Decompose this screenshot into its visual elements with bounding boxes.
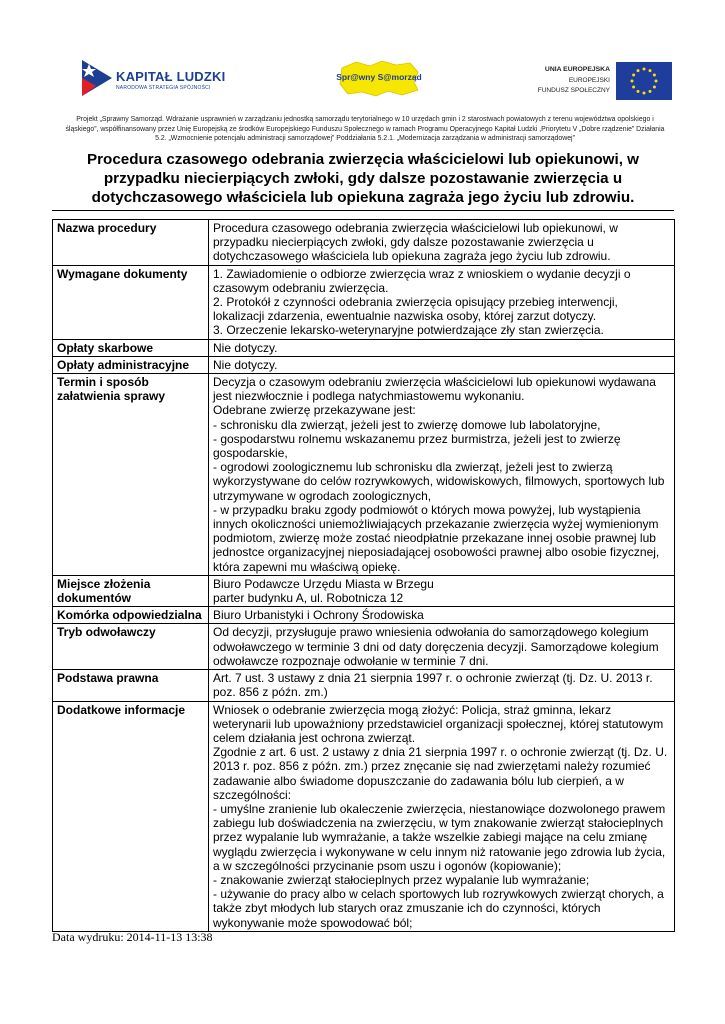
eu-line3: FUNDUSZ SPOŁECZNY (537, 87, 610, 94)
eu-line2: EUROPEJSKI (568, 77, 610, 84)
procedure-table (52, 219, 675, 932)
row-value-line: 3. Orzeczenie lekarsko-weterynaryjne potwierdzające zły stan zwierzęcia. (213, 323, 604, 338)
row-value-line: 2. Protokół z czynności odebrania zwierzęcia opisujący przebieg interwencji, lokalizacji zdarzenia, ewentualnie nazwiska osoby, której zarzut dotyczy. (213, 295, 618, 324)
table-row (53, 220, 675, 266)
row-value-line: Art. 7 ust. 3 ustawy z dnia 21 sierpnia 1997 r. o ochronie zwierząt (tj. Dz. U. 2013 r. poz. 856 z późn. zm.) (213, 671, 653, 700)
row-value (209, 624, 675, 670)
row-value (209, 265, 675, 339)
row-value-line: - schronisku dla zwierząt, jeżeli jest to zwierzę domowe lub labolatoryjne, (213, 417, 601, 432)
table-row (53, 339, 675, 356)
row-label: Opłaty skarbowe (53, 339, 209, 356)
table-row (53, 374, 675, 576)
row-value (209, 356, 675, 373)
row-value (209, 575, 675, 606)
row-label: Podstawa prawna (53, 670, 209, 701)
row-value-line: - znakowanie zwierząt stałocieplnych przez wypalanie lub wymrażanie; (213, 872, 590, 887)
row-value-line: - w przypadku braku zgody podmiowót o których mowa powyżej, lub wystąpienia innych okoliczności uniemożliwiających przekazanie zwierzęcia wyżej wymienionym podmiotom, zwierzę może zostać nieodpłatnie przekazane innej osobie prawnej lub jednostce organizacyjnej nieposiadającej osobowości prawnej albo osobie fizycznej, która zapewni mu właściwą opiekę. (213, 502, 660, 574)
row-value-line: Procedura czasowego odebrania zwierzęcia właścicielowi lub opiekunowi, w przypadku niecierpiących zwłoki, gdy dalsze pozostawanie zwierzęcia u dotychczasowego właściciela lub opiekuna zagraża jego życiu lub zdrowiu. (213, 221, 618, 264)
table-row (53, 575, 675, 606)
row-label: Opłaty administracyjne (53, 356, 209, 373)
kapital-ludzki-emblem-icon (78, 56, 114, 100)
sprawny-samorzad-text: Spr@wny S@morząd (336, 72, 422, 82)
row-value-line: 1. Zawiadomienie o odbiorze zwierzęcia wraz z wnioskiem o wydanie decyzji o czasowym odebraniu zwierzęcia. (213, 266, 631, 295)
page-title: Procedura czasowego odebrania zwierzęcia właścicielowi lub opiekunowi, w przypadku niecierpiących zwłoki, gdy dalsze pozostawanie zwierzęcia u dotychczasowego właściciela lub opiekuna zagraża jego życiu lub zdrowiu. (87, 151, 639, 206)
print-date: Data wydruku: 2014-11-13 13:38 (52, 930, 213, 944)
row-label: Termin i sposób załatwienia sprawy (53, 374, 209, 576)
row-value-line: Nie dotyczy. (213, 340, 278, 355)
kapital-ludzki-subtitle: NARODOWA STRATEGIA SPÓJNOŚCI (116, 85, 211, 91)
row-value (209, 339, 675, 356)
row-value (209, 670, 675, 701)
row-value-line: Od decyzji, przysługuje prawo wniesienia odwołania do samorządowego kolegium odwoławczego w terminie 3 dni od daty doręczenia decyzji. Samorządowe kolegium odwoławcze rozpoznaje odwołanie w terminie 7 dni. (213, 625, 659, 668)
row-value-line: Decyzja o czasowym odebraniu zwierzęcia właścicielowi lub opiekunowi wydawana jest niezwłocznie i podlega natychmiastowemu wykonaniu. (213, 375, 656, 404)
table-row (53, 701, 675, 931)
row-value-line: Wniosek o odebranie zwierzęcia mogą złożyć: Policja, straż gminna, lekarz weterynarii lub upoważniony przedstawiciel organizacji społecznej, której statutowym celem działania jest ochrona zwierząt. (213, 702, 664, 745)
row-label: Miejsce złożenia dokumentów (53, 575, 209, 606)
row-label: Wymagane dokumenty (53, 265, 209, 339)
row-value-line: Nie dotyczy. (213, 357, 278, 372)
row-label: Nazwa procedury (53, 220, 209, 266)
row-value-line: Biuro Podawcze Urzędu Miasta w Brzegu (213, 576, 434, 591)
kapital-ludzki-logo (78, 56, 226, 100)
row-label: Dodatkowe informacje (53, 701, 209, 931)
eu-flag-icon (616, 62, 672, 100)
kapital-ludzki-title: KAPITAŁ LUDZKI (116, 69, 226, 84)
row-value-line: Odebrane zwierzę przekazywane jest: (213, 403, 416, 418)
row-value (209, 374, 675, 576)
table-row (53, 265, 675, 339)
sprawny-samorzad-logo (336, 58, 422, 98)
project-note: Projekt „Sprawny Samorząd. Wdrażanie usprawnień w zarządzaniu jednostką samorządu terytorialnego w 10 urzędach gmin i 2 starostwach powiatowych z terenu województwa opolskiego i śląskiego”, współfinansowany przez Unię Europejską ze środków Europejskiego Funduszu Społecznego w ramach Programu Operacyjnego Kapitał Ludzki ,Priorytetu V „Dobre rządzenie” Działania 5.2. „Wzmocnienie potencjału administracji samorządowej” Poddziałania 5.2.1. „Modernizacja zarządzania w administracji samorządowej” (65, 116, 665, 143)
row-label: Tryb odwoławczy (53, 624, 209, 670)
row-label: Komórka odpowiedzialna (53, 607, 209, 624)
row-value (209, 701, 675, 931)
row-value-line: - gospodarstwu rolnemu wskazanemu przez burmistrza, jeżeli jest to zwierzę gospodarskie, (213, 431, 621, 461)
table-row (53, 607, 675, 624)
eu-line1: UNIA EUROPEJSKA (544, 66, 610, 73)
row-value-line: Zgodnie z art. 6 ust. 2 ustawy z dnia 21 sierpnia 1997 r. o ochronie zwierząt (tj. Dz. U. 2013 r. poz. 856 z późn. zm.) przez znęcanie się nad zwierzętami należy rozumieć zadawanie albo świadome dopuszczanie do zadawania bólu lub cierpień, a w szczególności: (213, 745, 668, 802)
table-row (53, 624, 675, 670)
row-value-line: - używanie do pracy albo w celach sportowych lub rozrywkowych zwierząt chorych, a także zbyt młodych lub starych oraz zmuszanie ich do czynności, których wykonywanie może spowodować ból; (213, 887, 664, 930)
row-value-line: Biuro Urbanistyki i Ochrony Środowiska (213, 608, 424, 623)
row-value-line: - ogrodowi zoologicznemu lub schronisku dla zwierząt, jeżeli jest to zwierzą wykorzystywane do celów rozrywkowych, widowiskowych, filmowych, sportowych lub utrzymywane w ogrodach zoologicznych, (213, 460, 665, 503)
row-value-line: - umyślne zranienie lub okaleczenie zwierzęcia, niestanowiące dozwolonego prawem zabiegu lub doświadczenia na zwierzęciu, w tym znakowanie zwierząt stałocieplnych przez wypalanie lub wymrażanie, a także wszelkie zabiegi mające na celu zmianę wyglądu zwierzęcia i wykonywane w celu innym niż ratowanie jego zdrowia lub życia, a w szczególności przycinanie psom uszu i ogonów (kopiowanie); (213, 801, 666, 873)
row-value (209, 607, 675, 624)
row-value (209, 220, 675, 266)
divider (52, 210, 674, 211)
eu-logo (530, 62, 672, 100)
table-row (53, 356, 675, 373)
row-value-line: parter budynku A, ul. Robotnicza 12 (213, 591, 404, 606)
table-row (53, 670, 675, 701)
